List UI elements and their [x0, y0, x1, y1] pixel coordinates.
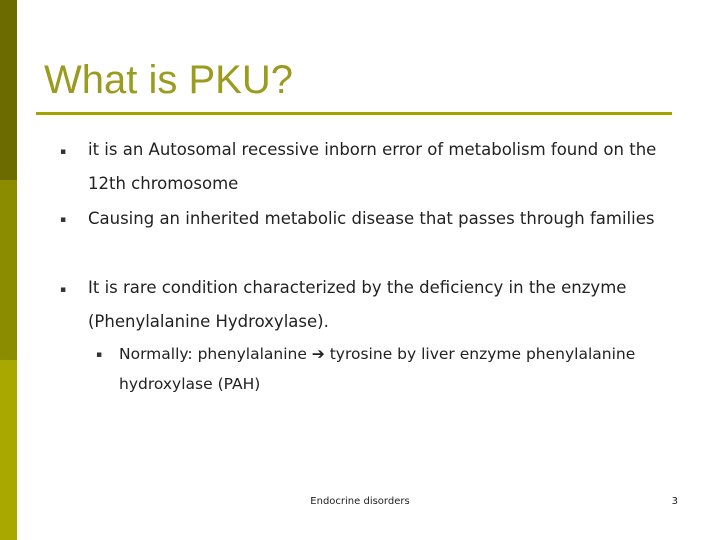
- bullet-marker-icon: ▪: [60, 215, 67, 225]
- sidebar-band-middle: [0, 180, 17, 360]
- title-underline: [36, 112, 672, 115]
- bullet-text-3: It is rare condition characterized by the deficiency in the enzyme (Phenylalanine Hydroxylase).: [88, 278, 627, 331]
- sidebar-band-bottom: [0, 360, 17, 540]
- bullet-marker-icon: ▪: [60, 285, 67, 295]
- page-number: 3: [671, 496, 678, 507]
- footer-title: Endocrine disorders: [310, 496, 410, 507]
- sidebar-band-top: [0, 0, 17, 180]
- sub-bullet-text-1: Normally: phenylalanine ➔ tyrosine by liver enzyme phenylalanine hydroxylase (PAH): [119, 345, 636, 393]
- slide-title: What is PKU?: [44, 58, 293, 102]
- bullet-text-1: it is an Autosomal recessive inborn error of metabolism found on the 12th chromosome: [88, 140, 657, 193]
- bullet-text-2: Causing an inherited metabolic disease that passes through families: [88, 209, 655, 228]
- bullet-marker-icon: ▪: [60, 147, 67, 157]
- sub-bullet-marker-icon: ▪: [96, 350, 103, 360]
